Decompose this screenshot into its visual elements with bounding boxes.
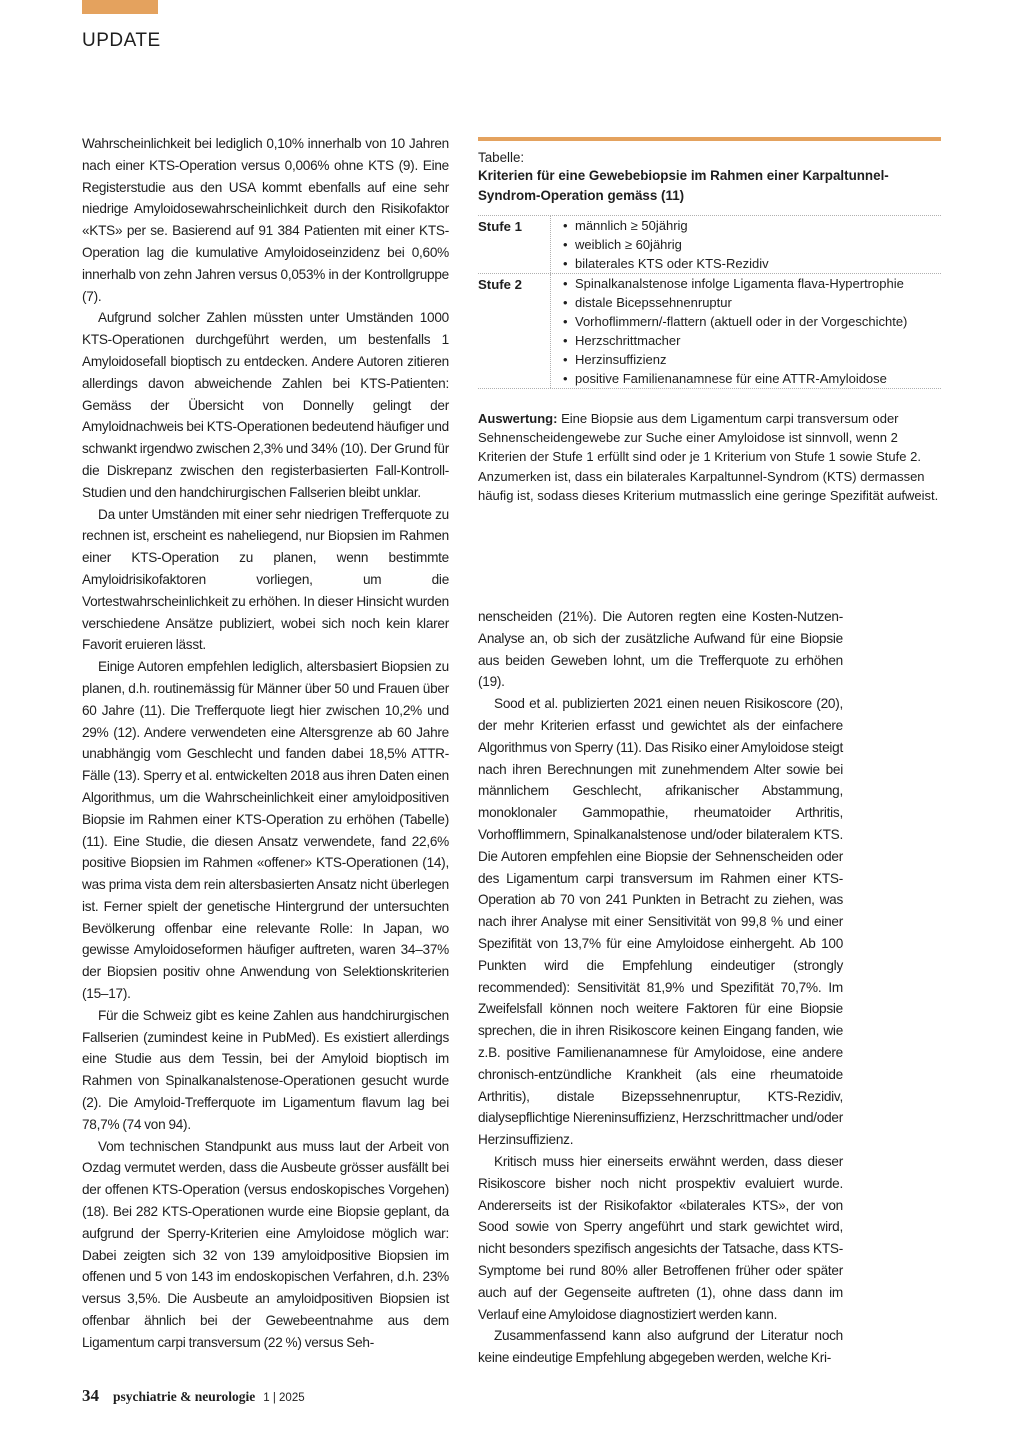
criteria-item: • distale Bicepssehnenruptur — [563, 293, 941, 312]
table-row — [478, 274, 941, 389]
body-paragraph: Sood et al. publizierten 2021 einen neuen Risikoscore (20), der mehr Kriterien erfasst und gewichtet als der einfachere Algorithmus von Sperry (11). Das Risiko einer Amyloidose steigt nach ihren Berechnungen mit zunehmendem Alter sowie bei männlichem Geschlecht, afrikanischer Abstammung, monoklonaler Gammopathie, rheumatoider Arthritis, Vorhofflimmern, Spinalkanalstenose und/oder bilateralem KTS. Die Autoren empfehlen eine Biopsie der Sehnenscheiden oder des Ligamentum carpi transversum im Rahmen einer KTS-Operation ab 70 von 241 Punkten in Betracht zu ziehen, was nach ihrer Analyse mit einer Sensitivität von 99,8 % und einer Spezifität von 13,7% für eine Amyloidose einhergeht. Ab 100 Punkten wird die Empfehlung eindeutiger (strongly recommended): Sensitivität 81,9% und Spezifität 70,7%. Im Zweifelsfall können noch weitere Faktoren für eine Biopsie sprechen, die in ihren Risikoscore keinen Eingang fanden, wie z.B. positive Familienanamnese für Amyloidose, eine andere chronisch-entzündliche Krankheit (als eine rheumatoide Arthritis), distale Bizepssehnenruptur, KTS-Rezidiv, dialysepflichtige Niereninsuffizienz, Herzschrittmacher und/oder Herzinsuffizienz. — [478, 696, 843, 1148]
table-top-rule — [478, 137, 941, 141]
issue-number: 1 | 2025 — [263, 1392, 305, 1404]
stage-label: Stufe 1 — [478, 216, 551, 273]
body-paragraph: Vom technischen Standpunkt aus muss laut der Arbeit von Ozdag vermutet werden, dass die Ausbeute grösser ausfällt bei der offenen KTS-Operation (versus endoskopisches Vorgehen) (18). Bei 282 KTS-Operationen wurde eine Biopsie geplant, da aufgrund der Sperry-Kriterien eine Amyloidose möglich war: Dabei zeigten sich 32 von 139 amyloidpositive Biopsien im offenen und 5 von 143 im endoskopischen Verfahren, d.h. 23% versus 3,5%. Die Ausbeute an amyloidpositiven Biopsien ist offenbar ähnlich bei der Gewebeentnahme aus dem Ligamentum carpi transversum (22 %) versus Seh- — [82, 1138, 449, 1350]
body-paragraph: Kritisch muss hier einerseits erwähnt werden, dass dieser Risikoscore bisher noch nicht prospektiv evaluiert wurde. Andererseits ist der Risikofaktor «bilaterales KTS», der von Sood sowie von Sperry angeführt und stark gewichtet wird, nicht besonders spezifisch angesichts der Tatsache, dass KTS-Symptome bei rund 80% aller Betroffenen früher oder später auch auf der Gegenseite auftreten (1), ohne dass dann im Verlauf eine Amyloidose diagnostiziert werden kann. — [478, 1153, 843, 1322]
criteria-list — [551, 274, 941, 388]
criteria-item: • Herzschrittmacher — [563, 331, 941, 350]
header-accent-bar — [82, 0, 158, 14]
criteria-item: • bilaterales KTS oder KTS-Rezidiv — [563, 254, 941, 273]
body-paragraph: Aufgrund solcher Zahlen müssten unter Umständen 1000 KTS-Operationen durchgeführt werden, um bestenfalls 1 Amyloidosefall bioptisch zu entdecken. Andere Autoren zitieren allerdings davon abweichende Zahlen bei KTS-Patienten: Gemäss der Übersicht von Donnelly gelingt der Amyloidnachweis bei KTS-Operationen bedeutend häufiger und schwankt irgendwo zwischen 2,3% und 34% (10). Der Grund für die Diskrepanz zwischen den registerbasierten Fall-Kontroll-Studien und den handchirurgischen Fallserien bleibt unklar. — [82, 310, 449, 500]
criteria-list — [551, 216, 941, 273]
journal-name: psychiatrie & neurologie — [113, 1389, 256, 1404]
table-evaluation — [478, 409, 941, 505]
evaluation-label: Auswertung: — [478, 411, 558, 426]
table-title: Kriterien für eine Gewebebiopsie im Rahmen einer Karpaltunnel-Syndrom-Operation gemäss (11) — [478, 168, 889, 203]
criteria-table — [478, 215, 941, 389]
body-paragraph: Da unter Umständen mit einer sehr niedrigen Trefferquote zu rechnen ist, erscheint es naheliegend, nur Biopsien im Rahmen einer KTS-Operation zu planen, wenn bestimmte Amyloidrisikofaktoren vorliegen, um die Vortestwahrscheinlichkeit zu erhöhen. In dieser Hinsicht wurden verschiedene Ansätze publiziert, wobei sich noch kein klarer Favorit eruieren lässt. — [82, 506, 449, 653]
body-paragraph: Wahrscheinlichkeit bei lediglich 0,10% innerhalb von 10 Jahren nach einer KTS-Operation versus 0,006% ohne KTS (9). Eine Registerstudie aus den USA kommt ebenfalls auf eine sehr niedrige Amyloidosewahrscheinlichkeit durch den Risikofaktor «KTS» per se. Basierend auf 91 384 Patienten mit einer KTS-Operation lag die kumulative Amyloidoseinzidenz bei 0,60% innerhalb von zehn Jahren versus 0,053% in der Kontrollgruppe (7). — [82, 136, 449, 304]
section-label: UPDATE — [82, 30, 161, 51]
page-number: 34 — [82, 1386, 99, 1405]
criteria-item: • männlich ≥ 50jährig — [563, 216, 941, 235]
stage-label: Stufe 2 — [478, 274, 551, 388]
right-column — [478, 606, 843, 1369]
table-kicker: Tabelle: — [478, 150, 525, 165]
criteria-item: • positive Familienanamnese für eine ATTR-Amyloidose — [563, 369, 941, 388]
criteria-item: • Herzinsuffizienz — [563, 350, 941, 369]
body-paragraph: Einige Autoren empfehlen lediglich, altersbasiert Biopsien zu planen, d.h. routinemässig für Männer über 50 und Frauen über 60 Jahre (11). Die Trefferquote liegt hier zwischen 10,2% und 29% (12). Andere verwendeten eine Altersgrenze ab 60 Jahre unabhängig vom Geschlecht und fanden dabei 18,5% ATTR-Fälle (13). Sperry et al. entwickelten 2018 aus ihren Daten einen Algorithmus, um die Wahrscheinlichkeit einer amyloidpositiven Biopsie im Rahmen einer KTS-Operation zu erhöhen (Tabelle) (11). Eine Studie, die diesen Ansatz verwendete, fand 22,6% positive Biopsien im Rahmen «offener» KTS-Operationen (14), was prima vista dem rein altersbasierten Ansatz nicht überlegen ist. Ferner spielt der genetische Hintergrund der untersuchten Bevölkerung offenbar eine relevante Rolle: In Japan, wo gewisse Amyloidoseformen häufiger auftreten, waren 34–37% der Biopsien positiv ohne Anwendung von Selektionskriterien (15–17). — [82, 659, 449, 1002]
criteria-item: • Vorhoflimmern/-flattern (aktuell oder in der Vorgeschichte) — [563, 312, 941, 331]
left-column — [82, 133, 449, 1354]
criteria-item: • weiblich ≥ 60jährig — [563, 235, 941, 254]
body-paragraph: nenscheiden (21%). Die Autoren regten eine Kosten-Nutzen-Analyse an, ob sich der zusätzliche Aufwand für eine Biopsie aus beiden Geweben lohnt, um die Trefferquote zu erhöhen (19). — [478, 609, 843, 690]
criteria-table-box — [478, 137, 941, 505]
evaluation-text: Eine Biopsie aus dem Ligamentum carpi transversum oder Sehnenscheidengewebe zur Suche einer Amyloidose ist sinnvoll, wenn 2 Kriterien der Stufe 1 erfüllt sind oder je 1 Kriterium von Stufe 1 sowie Stufe 2. Anzumerken ist, dass ein bilaterales Karpaltunnel-Syndrom (KTS) dermassen häufig ist, sodass dieses Kriterium mutmasslich eine geringe Spezifität aufweist. — [478, 411, 939, 503]
criteria-item: • Spinalkanalstenose infolge Ligamenta flava-Hypertrophie — [563, 274, 941, 293]
page-footer — [82, 1386, 305, 1406]
table-row — [478, 216, 941, 274]
body-paragraph: Für die Schweiz gibt es keine Zahlen aus handchirurgischen Fallserien (zumindest keine in PubMed). Es existiert allerdings eine Studie aus dem Tessin, bei der Amyloid bioptisch im Rahmen von Spinalkanalstenose-Operationen gesucht wurde (2). Die Amyloid-Trefferquote im Ligamentum flavum lag bei 78,7% (74 von 94). — [82, 1007, 449, 1132]
body-paragraph: Zusammenfassend kann also aufgrund der Literatur noch keine eindeutige Empfehlung abgegeben werden, welche Kri- — [478, 1328, 843, 1366]
